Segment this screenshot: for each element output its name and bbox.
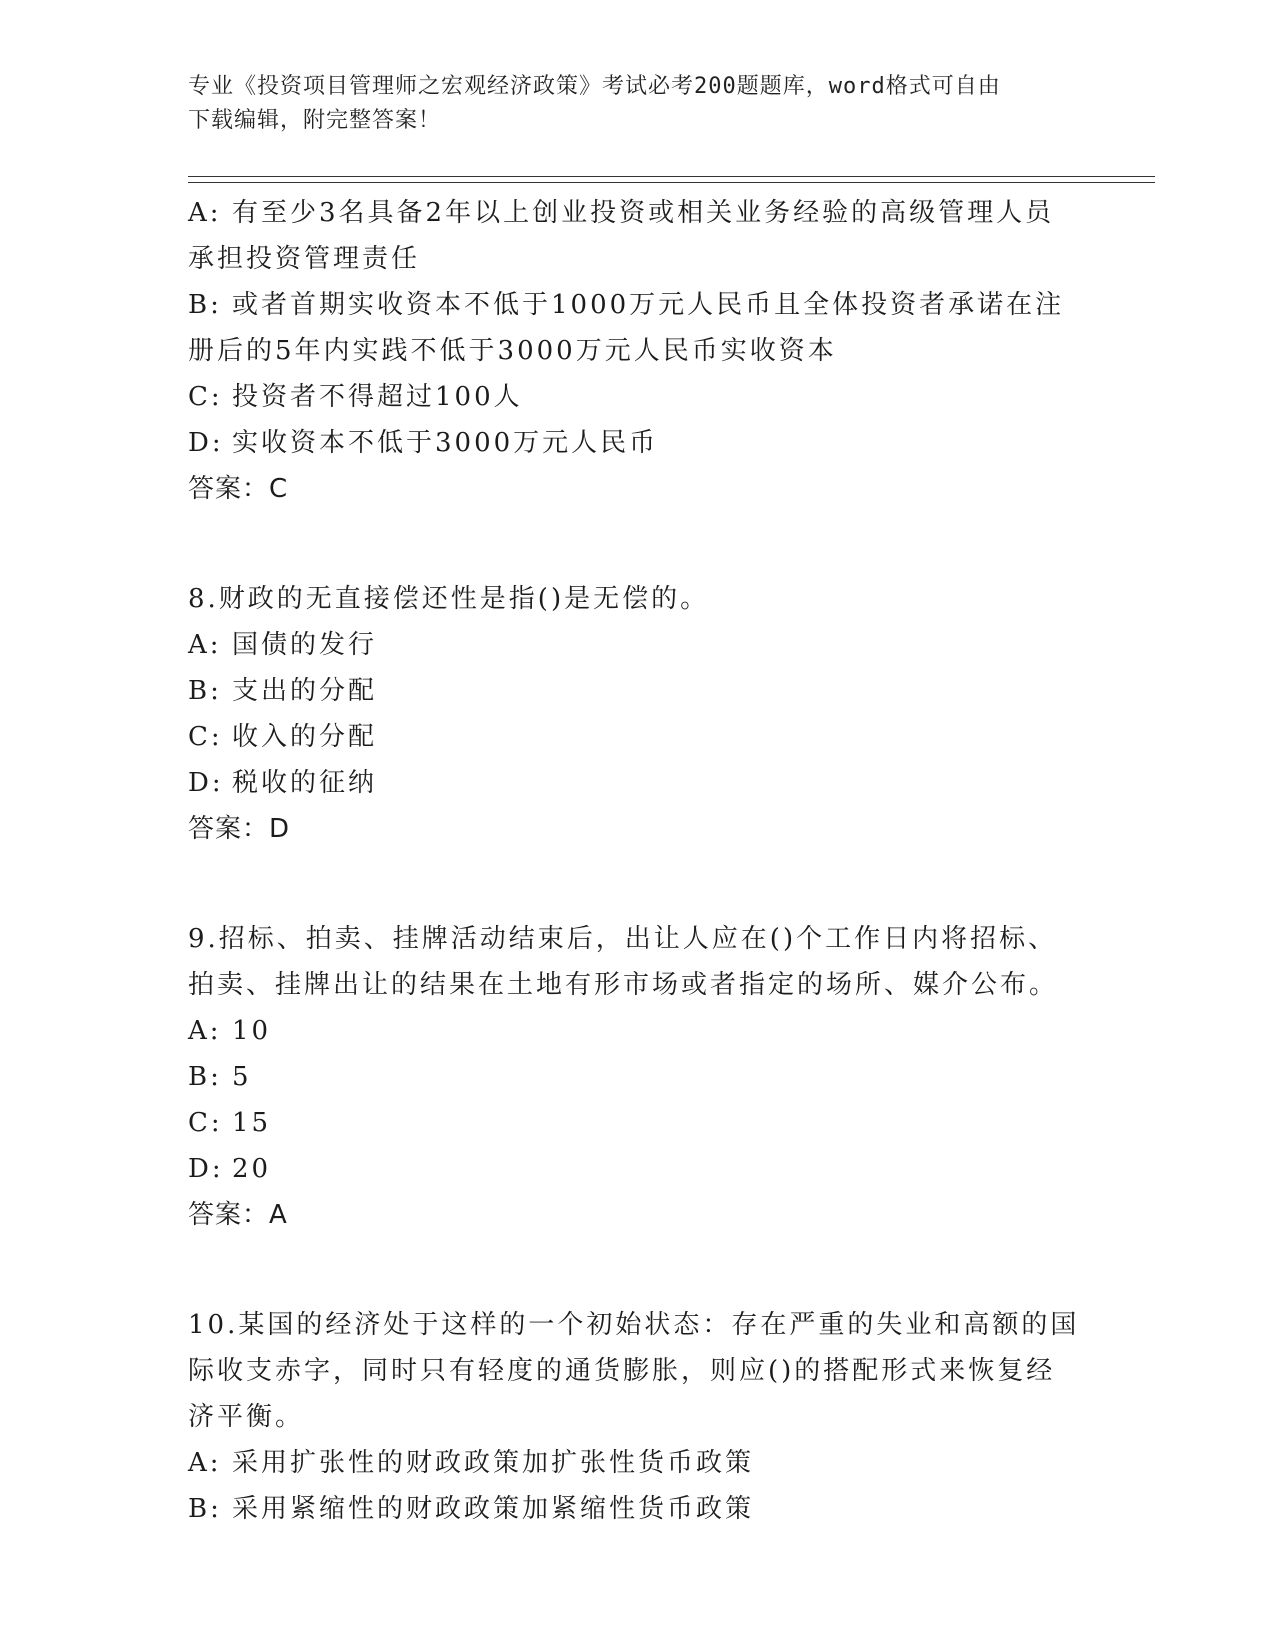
option-c [188,374,1088,420]
spacer [188,512,1088,576]
option-text: 20 [232,1154,272,1184]
option-a [188,190,1088,236]
option-d [188,760,1088,806]
option-label: A: [188,1016,222,1046]
option-label: C: [188,1108,223,1138]
option-a [188,1440,1088,1486]
answer: 答案：C [188,474,289,504]
option-text: 投资者不得超过100人 [232,382,523,412]
option-label: D: [188,428,224,458]
option-text: 实收资本不低于3000万元人民币 [232,428,659,458]
question-9 [188,916,1088,1238]
header-rule-bottom [188,182,1155,183]
option-text: 有至少3名具备2年以上创业投资或相关业务经验的高级管理人员 [232,198,1055,228]
question-text: 8.财政的无直接偿还性是指()是无偿的。 [188,584,710,614]
option-text: 或者首期实收资本不低于1000万元人民币且全体投资者承诺在注 [232,290,1065,320]
answer: 答案：D [188,814,291,844]
option-label: D: [188,768,224,798]
option-label: A: [188,630,222,660]
option-b [188,282,1088,328]
question-text-line-3: 济平衡。 [188,1402,305,1432]
option-text: 5 [232,1062,252,1092]
option-label: B: [188,1062,222,1092]
option-label: D: [188,1154,224,1184]
option-b-continued: 册后的5年内实践不低于3000万元人民币实收资本 [188,336,837,366]
question-10 [188,1302,1088,1532]
option-d [188,420,1088,466]
option-text: 采用紧缩性的财政政策加紧缩性货币政策 [232,1494,755,1524]
question-8 [188,576,1088,852]
option-label: B: [188,290,222,320]
option-label: C: [188,382,223,412]
option-c [188,714,1088,760]
option-label: B: [188,1494,222,1524]
question-text-line-2: 际收支赤字，同时只有轻度的通货膨胀，则应()的搭配形式来恢复经 [188,1356,1056,1386]
spacer [188,852,1088,916]
option-b [188,668,1088,714]
option-b [188,1486,1088,1532]
header-rule-top [188,176,1155,177]
question-text-line-1: 9.招标、拍卖、挂牌活动结束后，出让人应在()个工作日内将招标、 [188,924,1058,954]
option-a-continued: 承担投资管理责任 [188,244,421,274]
spacer [188,1238,1088,1302]
option-text: 10 [232,1016,272,1046]
option-text: 支出的分配 [232,676,378,706]
option-label: C: [188,722,223,752]
document-header [188,70,1078,138]
answer: 答案：A [188,1200,288,1230]
question-7 [188,190,1088,512]
option-label: A: [188,198,222,228]
option-text: 15 [232,1108,272,1138]
option-b [188,1054,1088,1100]
option-label: A: [188,1448,222,1478]
option-text: 国债的发行 [232,630,378,660]
option-c [188,1100,1088,1146]
option-a [188,1008,1088,1054]
option-text: 收入的分配 [232,722,378,752]
header-line-1: 专业《投资项目管理师之宏观经济政策》考试必考200题题库，word格式可自由 [188,74,1001,99]
question-text-line-1: 10.某国的经济处于这样的一个初始状态：存在严重的失业和高额的国 [188,1310,1080,1340]
question-content [188,190,1088,1532]
header-line-2: 下载编辑，附完整答案！ [188,108,442,133]
option-d [188,1146,1088,1192]
option-a [188,622,1088,668]
option-text: 税收的征纳 [232,768,378,798]
option-text: 采用扩张性的财政政策加扩张性货币政策 [232,1448,755,1478]
option-label: B: [188,676,222,706]
question-text-line-2: 拍卖、挂牌出让的结果在土地有形市场或者指定的场所、媒介公布。 [188,970,1059,1000]
